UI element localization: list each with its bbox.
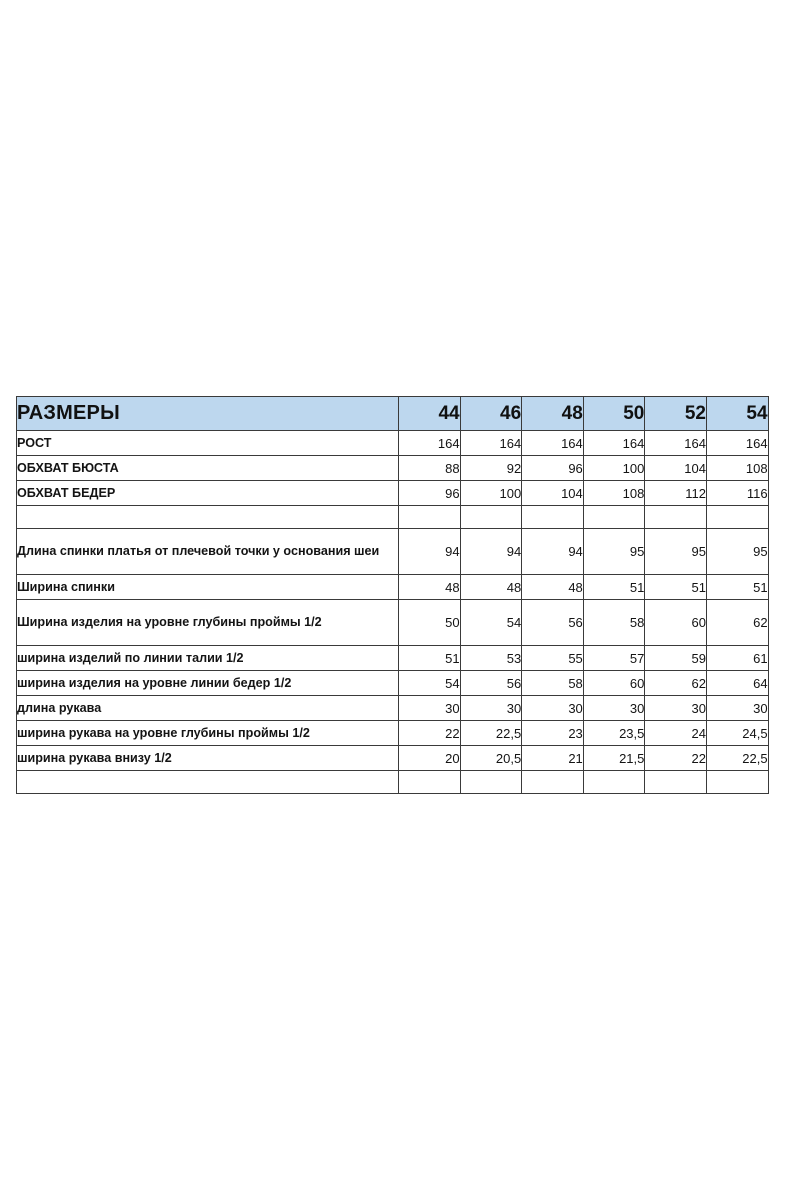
row-value-cell: 30 [583, 696, 645, 721]
header-cell-size-44: 44 [399, 397, 461, 431]
row-label-cell: длина рукава [17, 696, 399, 721]
row-value-cell: 23,5 [583, 721, 645, 746]
row-label-cell: Ширина спинки [17, 575, 399, 600]
row-label-cell: ОБХВАТ БЕДЕР [17, 481, 399, 506]
row-value-cell: 21,5 [583, 746, 645, 771]
row-value-cell: 54 [399, 671, 461, 696]
row-value-cell: 23 [522, 721, 584, 746]
row-label-cell: ширина рукава на уровне глубины проймы 1/2 [17, 721, 399, 746]
table-body [17, 431, 769, 794]
table-header-row [17, 397, 769, 431]
table-spacer-row [17, 771, 769, 794]
row-value-cell [522, 771, 584, 794]
row-value-cell: 56 [460, 671, 522, 696]
table-row [17, 456, 769, 481]
row-value-cell: 108 [706, 456, 768, 481]
table-row [17, 431, 769, 456]
row-value-cell: 20 [399, 746, 461, 771]
row-value-cell [645, 506, 707, 529]
row-value-cell: 50 [399, 600, 461, 646]
row-value-cell [583, 506, 645, 529]
row-value-cell [645, 771, 707, 794]
row-value-cell: 64 [706, 671, 768, 696]
row-label-cell: Ширина изделия на уровне глубины проймы 1/2 [17, 600, 399, 646]
row-value-cell [399, 506, 461, 529]
row-value-cell: 100 [583, 456, 645, 481]
header-cell-size-48: 48 [522, 397, 584, 431]
row-value-cell: 104 [522, 481, 584, 506]
size-measurements-table [16, 396, 769, 794]
row-label-cell: ОБХВАТ БЮСТА [17, 456, 399, 481]
row-value-cell: 24 [645, 721, 707, 746]
row-value-cell: 95 [645, 529, 707, 575]
header-cell-sizes-title: РАЗМЕРЫ [17, 397, 399, 431]
row-value-cell: 96 [399, 481, 461, 506]
row-value-cell [522, 506, 584, 529]
size-chart-container [16, 396, 768, 794]
table-row [17, 600, 769, 646]
row-value-cell: 164 [645, 431, 707, 456]
table-row [17, 575, 769, 600]
row-value-cell: 51 [645, 575, 707, 600]
row-value-cell: 108 [583, 481, 645, 506]
row-value-cell: 95 [706, 529, 768, 575]
row-value-cell: 164 [583, 431, 645, 456]
row-value-cell: 58 [583, 600, 645, 646]
row-value-cell: 104 [645, 456, 707, 481]
row-value-cell: 164 [706, 431, 768, 456]
row-value-cell: 24,5 [706, 721, 768, 746]
row-value-cell: 30 [645, 696, 707, 721]
row-value-cell: 60 [583, 671, 645, 696]
row-value-cell: 30 [522, 696, 584, 721]
row-label-cell [17, 506, 399, 529]
table-row [17, 671, 769, 696]
row-value-cell: 53 [460, 646, 522, 671]
row-value-cell: 164 [522, 431, 584, 456]
row-value-cell [583, 771, 645, 794]
table-row [17, 721, 769, 746]
row-label-cell: ширина изделия на уровне линии бедер 1/2 [17, 671, 399, 696]
row-value-cell: 30 [399, 696, 461, 721]
row-value-cell: 22 [645, 746, 707, 771]
row-value-cell [399, 771, 461, 794]
row-value-cell: 116 [706, 481, 768, 506]
row-value-cell: 164 [460, 431, 522, 456]
row-value-cell [706, 506, 768, 529]
row-value-cell: 100 [460, 481, 522, 506]
row-value-cell: 94 [399, 529, 461, 575]
table-row [17, 481, 769, 506]
row-label-cell: Длина спинки платья от плечевой точки у основания шеи [17, 529, 399, 575]
row-value-cell: 112 [645, 481, 707, 506]
table-head [17, 397, 769, 431]
row-value-cell: 60 [645, 600, 707, 646]
header-cell-size-50: 50 [583, 397, 645, 431]
row-value-cell: 94 [522, 529, 584, 575]
row-value-cell: 22 [399, 721, 461, 746]
row-value-cell: 62 [706, 600, 768, 646]
row-value-cell: 95 [583, 529, 645, 575]
row-value-cell: 88 [399, 456, 461, 481]
row-value-cell: 51 [706, 575, 768, 600]
row-value-cell: 59 [645, 646, 707, 671]
row-value-cell: 57 [583, 646, 645, 671]
row-value-cell: 56 [522, 600, 584, 646]
row-value-cell [460, 506, 522, 529]
row-value-cell: 20,5 [460, 746, 522, 771]
table-row [17, 529, 769, 575]
row-value-cell [460, 771, 522, 794]
row-value-cell: 48 [399, 575, 461, 600]
row-value-cell: 62 [645, 671, 707, 696]
row-label-cell: РОСТ [17, 431, 399, 456]
row-value-cell: 54 [460, 600, 522, 646]
table-spacer-row [17, 506, 769, 529]
row-value-cell: 164 [399, 431, 461, 456]
row-value-cell: 30 [706, 696, 768, 721]
header-cell-size-52: 52 [645, 397, 707, 431]
row-value-cell [706, 771, 768, 794]
header-cell-size-46: 46 [460, 397, 522, 431]
row-value-cell: 61 [706, 646, 768, 671]
row-value-cell: 51 [399, 646, 461, 671]
table-row [17, 746, 769, 771]
row-value-cell: 94 [460, 529, 522, 575]
header-cell-size-54: 54 [706, 397, 768, 431]
row-value-cell: 92 [460, 456, 522, 481]
row-value-cell: 30 [460, 696, 522, 721]
row-value-cell: 21 [522, 746, 584, 771]
row-value-cell: 55 [522, 646, 584, 671]
row-value-cell: 96 [522, 456, 584, 481]
row-value-cell: 22,5 [460, 721, 522, 746]
row-value-cell: 51 [583, 575, 645, 600]
row-value-cell: 48 [522, 575, 584, 600]
row-value-cell: 22,5 [706, 746, 768, 771]
table-row [17, 696, 769, 721]
row-label-cell: ширина изделий по линии талии 1/2 [17, 646, 399, 671]
row-label-cell: ширина рукава внизу 1/2 [17, 746, 399, 771]
row-label-cell [17, 771, 399, 794]
row-value-cell: 48 [460, 575, 522, 600]
table-row [17, 646, 769, 671]
row-value-cell: 58 [522, 671, 584, 696]
